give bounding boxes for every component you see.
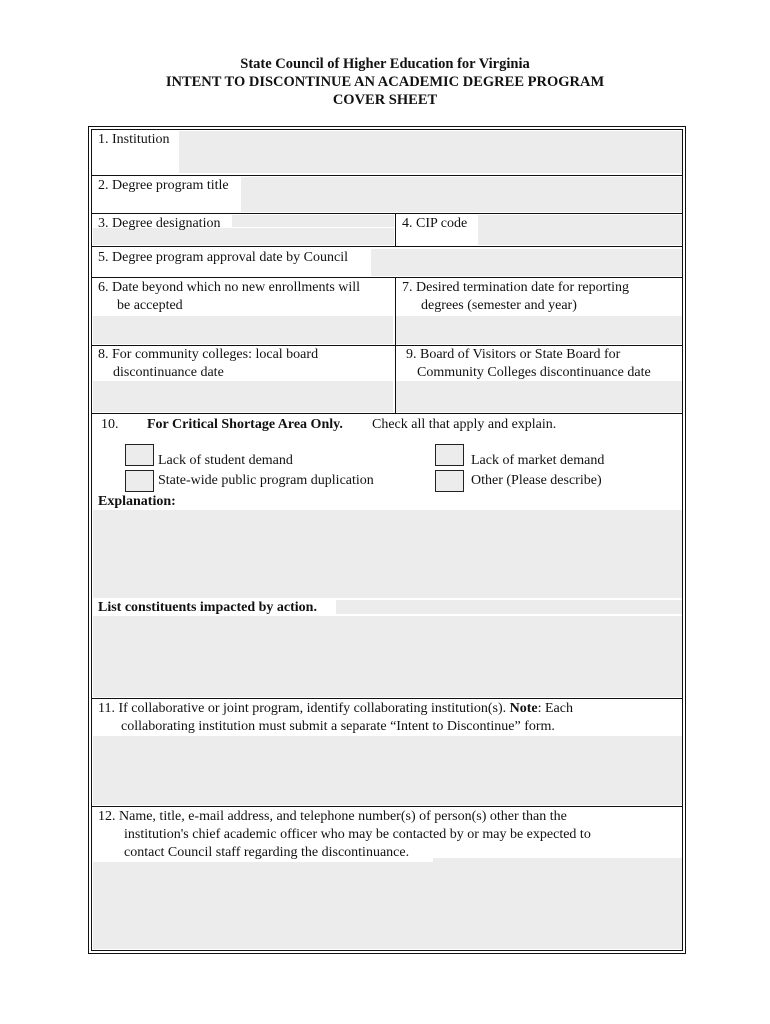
column-divider — [395, 277, 396, 345]
checkbox-program-duplication[interactable] — [125, 470, 154, 492]
board-of-visitors-label-cont: Community Colleges discontinuance date — [417, 365, 651, 380]
collaborative-label-suffix: : Each — [537, 701, 573, 716]
row-divider — [91, 413, 683, 414]
section-10-instruction: Check all that apply and explain. — [372, 417, 557, 432]
contacts-label: 12. Name, title, e-mail address, and telephone number(s) of person(s) other than the — [98, 809, 567, 824]
contacts-label-cont: institution's chief academic officer who may be contacted by or may be expected to — [124, 827, 591, 842]
cip-code-input[interactable] — [478, 215, 682, 245]
board-of-visitors-label: 9. Board of Visitors or State Board for — [406, 347, 621, 362]
section-10-title: For Critical Shortage Area Only. — [147, 417, 343, 432]
header-subtitle: COVER SHEET — [332, 92, 438, 108]
section-10-number: 10. — [101, 417, 119, 432]
local-board-discontinuance-date-input[interactable] — [93, 381, 393, 412]
explanation-input[interactable] — [93, 510, 682, 598]
community-college-label-cont: discontinuance date — [113, 365, 224, 380]
no-new-enrollments-date-input[interactable] — [93, 316, 393, 344]
degree-designation-label: 3. Degree designation — [98, 216, 221, 231]
community-college-label: 8. For community colleges: local board — [98, 347, 319, 362]
degree-program-title-input[interactable] — [241, 177, 682, 212]
explanation-label: Explanation: — [98, 494, 176, 509]
degree-designation-input[interactable] — [232, 215, 394, 227]
no-new-enrollments-label-cont: be accepted — [117, 298, 183, 313]
column-divider — [395, 345, 396, 413]
option-other: Other (Please describe) — [471, 473, 602, 488]
option-lack-of-student-demand: Lack of student demand — [158, 453, 293, 468]
checkbox-other[interactable] — [435, 470, 464, 492]
termination-date-label: 7. Desired termination date for reporting — [402, 280, 630, 295]
constituents-input-top[interactable] — [336, 600, 682, 614]
cip-code-label: 4. CIP code — [402, 216, 468, 231]
no-new-enrollments-label: 6. Date beyond which no new enrollments will — [98, 280, 361, 295]
row-divider — [91, 806, 683, 807]
option-program-duplication: State-wide public program duplication — [158, 473, 374, 488]
approval-date-input[interactable] — [371, 249, 682, 276]
column-divider — [395, 213, 396, 246]
constituents-label: List constituents impacted by action. — [98, 600, 317, 615]
approval-date-label: 5. Degree program approval date by Council — [98, 250, 348, 265]
collaborative-label — [98, 700, 573, 718]
row-divider — [91, 175, 683, 176]
row-divider — [91, 277, 683, 278]
row-divider — [91, 213, 683, 214]
collaborative-label-prefix: 11. If collaborative or joint program, identify collaborating institution(s). — [98, 701, 507, 716]
degree-program-title-label: 2. Degree program title — [98, 178, 229, 193]
institution-label: 1. Institution — [98, 132, 170, 147]
termination-date-input[interactable] — [396, 316, 682, 344]
form-header — [0, 55, 770, 109]
collaborating-institutions-input[interactable] — [93, 736, 682, 805]
row-divider — [91, 246, 683, 247]
institution-input[interactable] — [179, 131, 682, 173]
header-agency: State Council of Higher Education for Virginia — [240, 56, 530, 72]
termination-date-label-cont: degrees (semester and year) — [421, 298, 577, 313]
note-label: Note — [509, 701, 538, 716]
constituents-input[interactable] — [93, 616, 682, 697]
collaborative-label-cont: collaborating institution must submit a separate “Intent to Discontinue” form. — [121, 719, 555, 734]
header-form-title: INTENT TO DISCONTINUE AN ACADEMIC DEGREE PROGRAM — [165, 74, 605, 90]
board-of-visitors-date-input[interactable] — [396, 381, 682, 412]
row-divider — [91, 698, 683, 699]
checkbox-lack-of-student-demand[interactable] — [125, 444, 154, 466]
contacts-label-cont-2: contact Council staff regarding the discontinuance. — [124, 845, 410, 860]
checkbox-lack-of-market-demand[interactable] — [435, 444, 464, 466]
option-lack-of-market-demand: Lack of market demand — [471, 453, 605, 468]
contacts-input[interactable] — [93, 862, 682, 949]
